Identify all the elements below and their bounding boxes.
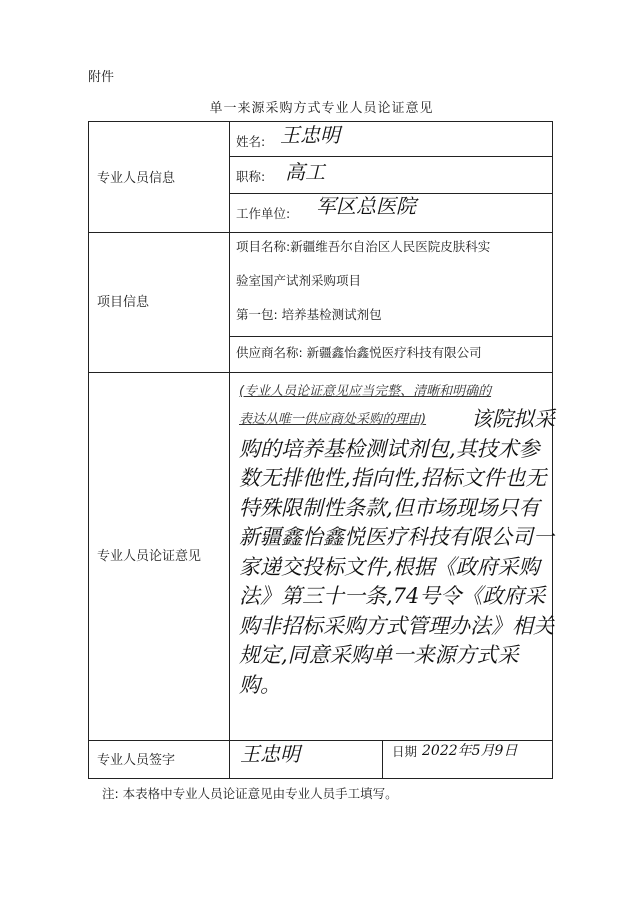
employer-value: 军区总医院 [316,194,416,218]
column-divider-date [382,740,383,779]
title-value: 高工 [285,160,325,184]
column-divider [229,121,230,779]
project-name-line1: 项目名称:新疆维吾尔自治区人民医院皮肤科实 [236,239,491,254]
employer-label: 工作单位: [236,206,291,221]
project-name-line2: 验室国产试剂采购项目 [236,273,362,288]
signature-value: 王忠明 [240,742,300,766]
signature-label: 专业人员签字 [97,753,176,768]
opinion-prompt-line2: 表达从唯一供应商处采购的理由) [239,412,427,427]
package-line: 第一包: 培养基检测试剂包 [236,307,382,322]
expert-info-label: 专业人员信息 [97,171,176,186]
row-divider-name [229,156,553,157]
row-divider-project [88,372,553,373]
date-label: 日期 [392,744,418,759]
opinion-label: 专业人员论证意见 [97,549,202,564]
row-divider-supplier [229,336,553,337]
date-value: 2022年5月9日 [422,743,518,759]
form-title: 单一来源采购方式专业人员论证意见 [209,101,434,116]
opinion-handwritten-text: 该院拟采购的培养基检测试剂包,其技术参数无排他性,指向性,招标文件也无特殊限制性条款,但市场现场只有新疆鑫怡鑫悦医疗科技有限公司一家递交投标文件,根据《政府采购法》第三十一条,74号令《政府采购非招标采购方式管理办法》相关规定,同意采购单一来源方式采购。 [239,407,555,697]
opinion-prompt-line1: (专业人员论证意见应当完整、清晰和明确的 [239,384,492,399]
footnote: 注: 本表格中专业人员论证意见由专业人员手工填写。 [102,786,398,801]
supplier-line: 供应商名称: 新疆鑫怡鑫悦医疗科技有限公司 [236,345,482,360]
row-divider-opinion [88,740,553,741]
name-label: 姓名: [236,134,266,149]
title-label: 职称: [236,169,266,184]
project-info-label: 项目信息 [97,295,150,310]
name-value: 王忠明 [280,123,340,147]
row-divider-expert [88,232,553,233]
attachment-label: 附件 [88,70,115,85]
